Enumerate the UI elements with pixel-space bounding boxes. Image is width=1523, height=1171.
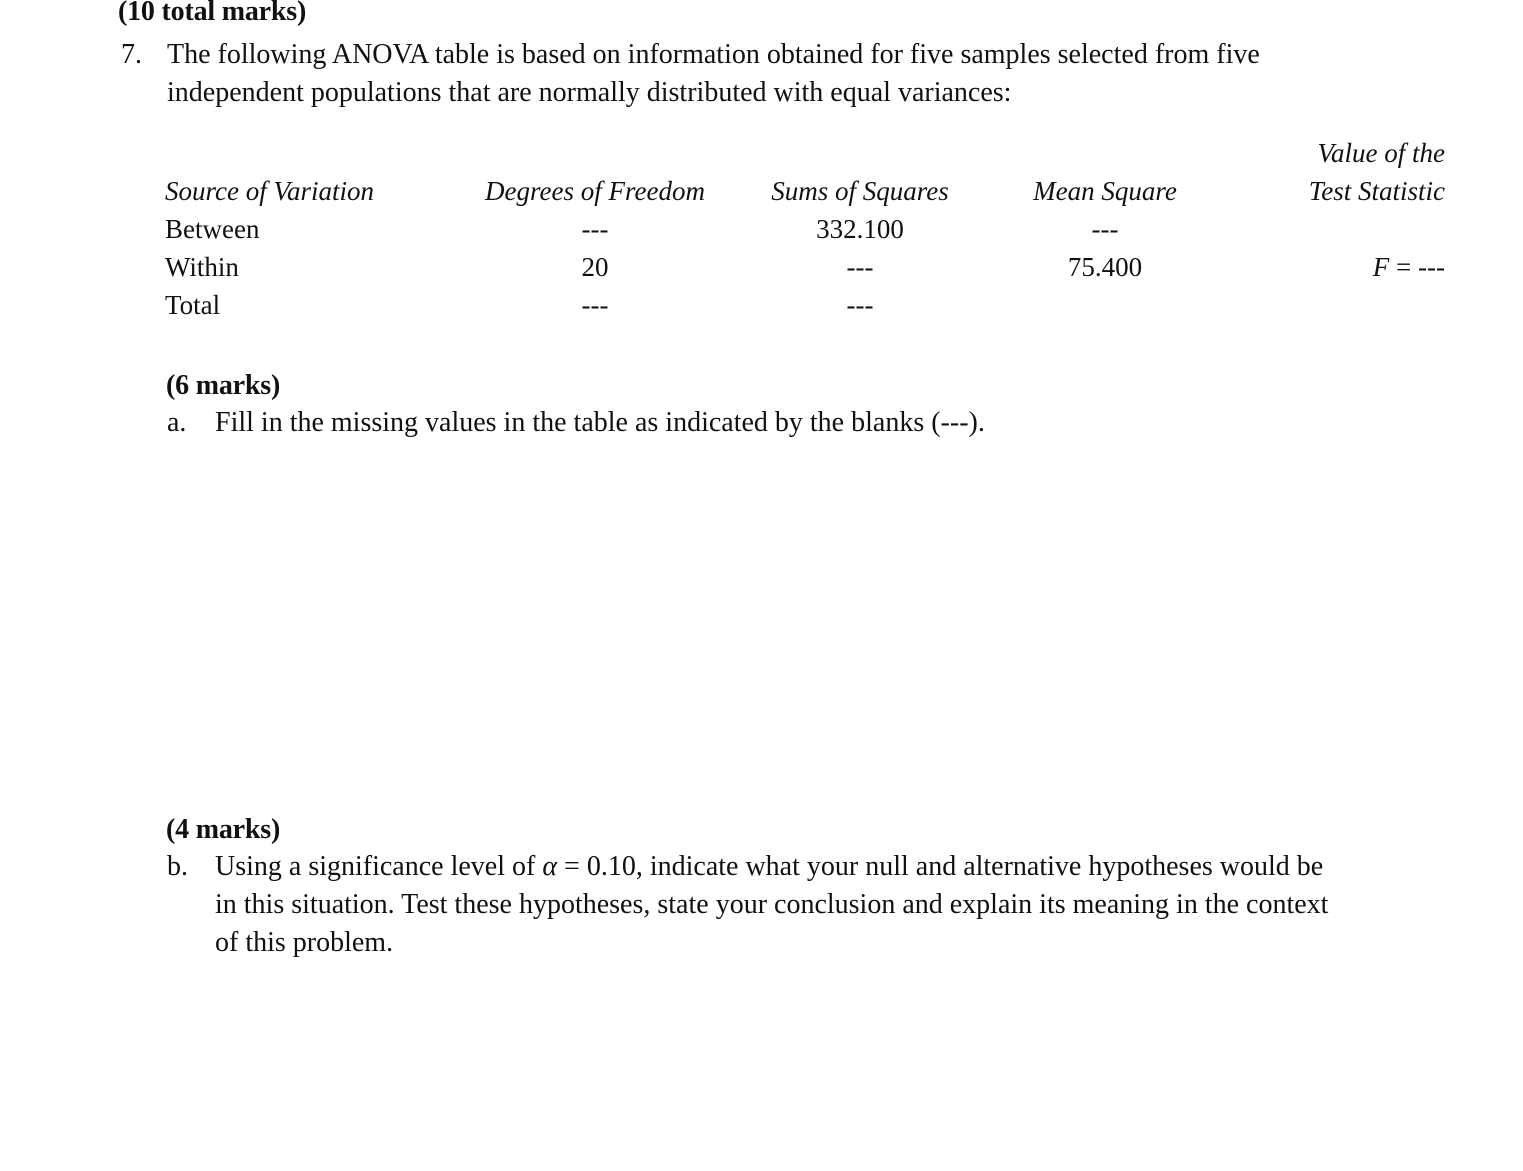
part-b-line-2: in this situation. Test these hypotheses, state your conclusion and explain its meaning in the context: [215, 889, 1329, 920]
part-a-label: a.: [167, 407, 187, 438]
anova-table: [165, 128, 1445, 324]
header-test-statistic-line-2: Test Statistic: [1308, 176, 1445, 206]
cell-ss-between: 332.100: [816, 214, 904, 244]
cell-source-total: Total: [165, 290, 221, 320]
part-b-text: [215, 848, 1495, 962]
header-mean-square: Mean Square: [1033, 176, 1177, 206]
part-a-line-1: Fill in the missing values in the table as indicated by the blanks (---).: [215, 407, 985, 438]
cell-source-between: Between: [165, 214, 260, 244]
header-sums-of-squares: Sums of Squares: [771, 176, 949, 206]
cell-df-within: 20: [581, 252, 609, 282]
header-test-statistic-line-1: Value of the: [1317, 138, 1445, 168]
cell-ss-total: ---: [846, 290, 874, 320]
total-marks-heading: (10 total marks): [118, 0, 307, 27]
part-b-line-1: [215, 848, 1495, 886]
question-text: [167, 36, 1457, 112]
table-header-row: [165, 134, 1445, 210]
cell-f-total: [1215, 286, 1445, 324]
cell-ss-within: ---: [846, 252, 874, 282]
part-a-text: [215, 404, 1475, 442]
part-a-answer-space: [166, 450, 1446, 810]
cell-ms-between: ---: [1091, 214, 1119, 244]
part-b-answer-space: [166, 965, 1446, 1165]
cell-df-between: ---: [581, 214, 609, 244]
question-line-2: independent populations that are normally distributed with equal variances:: [167, 77, 1012, 108]
cell-ms-within: 75.400: [1067, 252, 1143, 282]
part-b-line-1-after-alpha: = 0.10, indicate what your null and alternative hypotheses would be: [557, 851, 1324, 882]
question-line-1: The following ANOVA table is based on information obtained for five samples selected from five: [167, 39, 1260, 70]
cell-df-total: ---: [581, 290, 609, 320]
header-source-of-variation: Source of Variation: [165, 176, 374, 206]
part-b-line-1-before-alpha: Using a significance level of: [215, 851, 543, 882]
table-row: [165, 248, 1445, 286]
part-a-marks-heading: (6 marks): [166, 370, 281, 401]
cell-f-within: [1215, 248, 1445, 286]
f-statistic-value: = ---: [1389, 252, 1445, 282]
cell-source-within: Within: [165, 252, 239, 282]
table-row: [165, 210, 1445, 248]
header-test-statistic: [1215, 134, 1445, 210]
f-statistic-symbol: F: [1372, 252, 1390, 282]
alpha-symbol: α: [542, 851, 558, 882]
part-b-marks-heading: (4 marks): [166, 814, 281, 845]
header-degrees-of-freedom: Degrees of Freedom: [485, 176, 705, 206]
question-number: 7.: [121, 39, 142, 70]
cell-f-between: [1215, 210, 1445, 248]
table-row: [165, 286, 1445, 324]
cell-ms-total: [995, 286, 1215, 324]
part-b-line-3: of this problem.: [215, 927, 394, 958]
part-b-label: b.: [167, 851, 188, 882]
